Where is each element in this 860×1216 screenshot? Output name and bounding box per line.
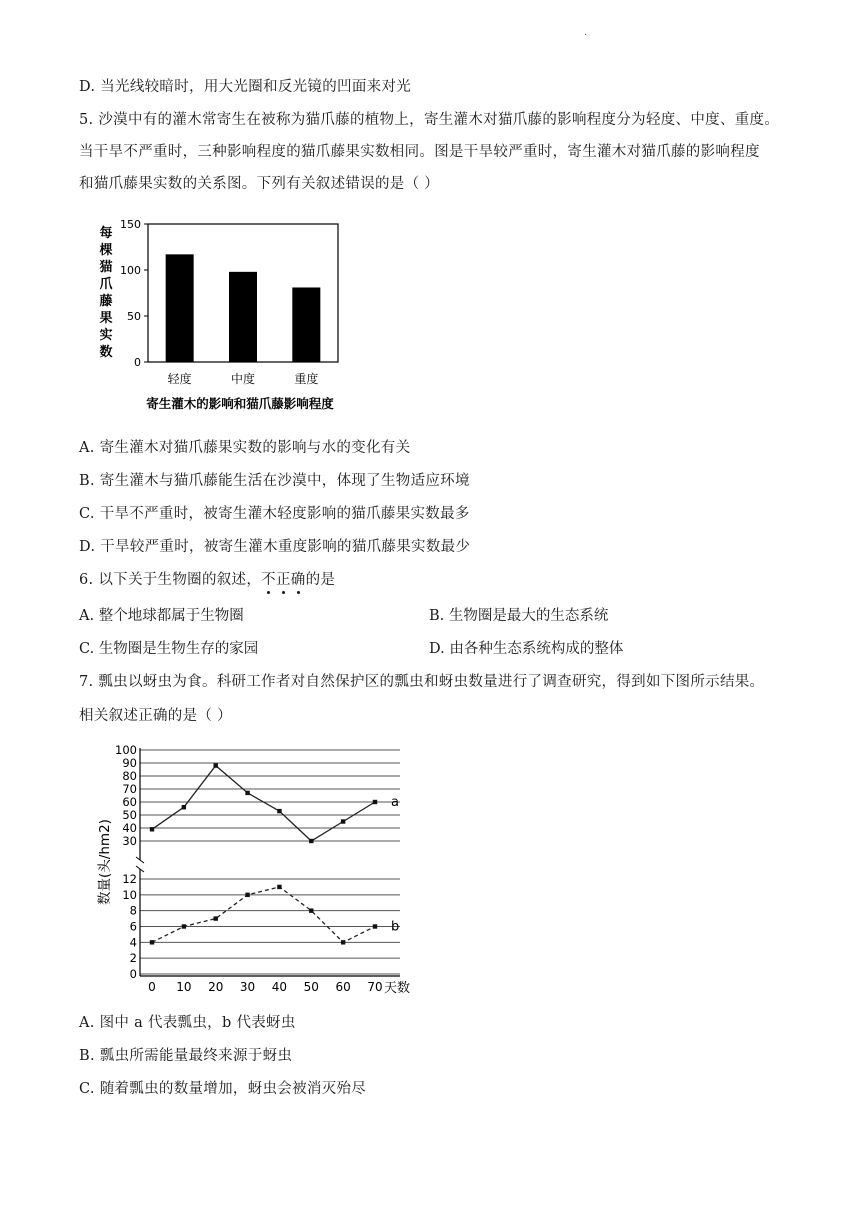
q7-option-a: A. 图中 a 代表瓢虫，b 代表蚜虫 [79, 1015, 296, 1031]
line-y-tick-label-8: 8 [129, 903, 137, 918]
bar-y-tick-label-0: 0 [134, 356, 141, 369]
line-series-label-a: a [391, 795, 399, 810]
line-x-tick-label-10: 10 [176, 980, 192, 994]
q7-stem-line-1: 7. 瓢虫以蚜虫为食。科研工作者对自然保护区的瓢虫和蚜虫数量进行了调查研究，得到如下图所示结果。 [79, 674, 765, 690]
q6-emphasis-char-1: 不 [261, 572, 276, 588]
line-y-tick-label-6: 6 [129, 919, 137, 934]
q7-stem-line-2: 相关叙述正确的是（ ） [79, 708, 232, 724]
line-y-tick-label-80: 80 [122, 769, 137, 783]
q7-option-b: B. 瓢虫所需能量最终来源于蚜虫 [79, 1048, 293, 1064]
line-x-tick-label-60: 60 [335, 980, 351, 994]
bar-y-axis-label-char: 藤 [99, 294, 113, 309]
line-series-label-b: b [391, 919, 400, 935]
q7-option-c: C. 随着瓢虫的数量增加，蚜虫会被消灭殆尽 [79, 1081, 367, 1097]
q6-stem-suffix: 的是 [305, 572, 336, 588]
line-y-tick-label-0: 0 [129, 967, 137, 981]
line-y-tick-label-70: 70 [122, 782, 137, 796]
line-x-tick-label-0: 0 [148, 980, 156, 994]
line-y-tick-label-40: 40 [122, 821, 137, 835]
q6-option-a: A. 整个地球都属于生物圈 [79, 608, 244, 624]
line-point-a-0 [150, 827, 154, 831]
line-point-a-50 [309, 839, 313, 843]
q5-stem-line-3: 和猫爪藤果实数的关系图。下列有关叙述错误的是（ ） [79, 176, 440, 192]
q6-stem [79, 568, 335, 589]
line-x-tick-label-40: 40 [271, 980, 288, 994]
line-x-tick-label-50: 50 [303, 980, 319, 994]
q6-emphasis-char-3: 确 [290, 572, 306, 588]
line-point-b-60 [341, 940, 345, 944]
line-point-a-10 [182, 805, 186, 809]
line-point-a-20 [214, 763, 218, 767]
bar-1 [166, 254, 194, 362]
line-series-a [152, 766, 375, 841]
line-x-tick-label-30: 30 [239, 980, 256, 994]
line-x-axis-title: 天数 [384, 981, 411, 996]
q6-stem-prefix: 6. 以下关于生物圈的叙述， [79, 572, 262, 588]
bar-y-axis-label-char: 每 [99, 226, 113, 241]
line-y-tick-label-30: 30 [122, 834, 137, 848]
line-point-b-70 [373, 924, 377, 928]
q6-option-c: C. 生物圈是生物生存的家园 [79, 641, 259, 657]
line-y-tick-label-2: 2 [129, 951, 137, 966]
line-point-b-40 [277, 885, 281, 889]
header-mark: · [584, 30, 588, 41]
q5-option-a: A. 寄生灌木对猫爪藤果实数的影响与水的变化有关 [79, 440, 411, 456]
bar-y-axis-label-char: 棵 [99, 243, 113, 258]
bar-x-label-2: 中度 [230, 372, 256, 386]
bar-y-axis-label-char: 果 [99, 311, 113, 326]
bar-y-tick-label-150: 150 [120, 218, 141, 231]
q6-emphasis-char-2: 正 [275, 572, 291, 588]
q6-option-d: D. 由各种生态系统构成的整体 [429, 641, 624, 657]
q5-option-c: C. 干旱不严重时，被寄生灌木轻度影响的猫爪藤果实数最多 [79, 506, 470, 522]
line-x-tick-label-70: 70 [367, 980, 383, 994]
line-y-tick-label-12: 12 [122, 872, 137, 886]
bar-2 [229, 272, 257, 362]
line-y-axis-title: 数量(头/hm2) [97, 819, 113, 905]
line-y-tick-label-100: 100 [115, 743, 137, 757]
q5-option-d: D. 干旱较严重时，被寄生灌木重度影响的猫爪藤果实数最少 [79, 539, 471, 555]
line-point-b-30 [245, 893, 249, 897]
line-y-tick-label-50: 50 [122, 808, 137, 822]
line-point-b-0 [150, 940, 154, 944]
line-point-a-40 [277, 809, 281, 813]
line-x-tick-label-20: 20 [208, 980, 224, 994]
line-point-a-60 [341, 819, 345, 823]
bar-y-axis-label-char: 猫 [99, 260, 113, 275]
q5-stem-line-2: 当干旱不严重时，三种影响程度的猫爪藤果实数相同。图是干旱较严重时，寄生灌木对猫爪藤的影响程度 [79, 144, 760, 160]
line-y-tick-label-10: 10 [122, 887, 137, 902]
bar-y-axis-label-char: 数 [99, 345, 113, 360]
q6-option-b: B. 生物圈是最大的生态系统 [429, 608, 609, 624]
bar-x-axis-title: 寄生灌木的影响和猫爪藤影响程度 [146, 396, 334, 411]
q4-option-d: D. 当光线较暗时，用大光圈和反光镜的凹面来对光 [79, 79, 412, 95]
line-point-b-10 [182, 924, 186, 928]
bar-x-label-1: 轻度 [167, 372, 192, 386]
bar-x-label-3: 重度 [294, 372, 319, 386]
line-y-tick-label-60: 60 [122, 795, 137, 809]
bar-y-tick-label-100: 100 [120, 264, 141, 277]
bar-chart [90, 212, 360, 417]
line-point-b-50 [309, 908, 313, 912]
line-point-b-20 [214, 916, 218, 920]
line-chart [90, 740, 435, 998]
line-point-a-70 [373, 800, 377, 804]
q5-stem-line-1: 5. 沙漠中有的灌木常寄生在被称为猫爪藤的植物上，寄生灌木对猫爪藤的影响程度分为轻度、中度、重度。 [79, 112, 780, 128]
line-point-a-30 [245, 791, 249, 795]
q5-option-b: B. 寄生灌木与猫爪藤能生活在沙漠中，体现了生物适应环境 [79, 473, 470, 489]
bar-y-axis-label-char: 实 [99, 328, 113, 343]
line-y-tick-label-4: 4 [129, 935, 137, 950]
bar-y-tick-label-50: 50 [127, 310, 141, 323]
line-y-tick-label-90: 90 [122, 756, 137, 770]
bar-y-axis-label-char: 爪 [99, 277, 113, 292]
bar-3 [292, 287, 320, 362]
